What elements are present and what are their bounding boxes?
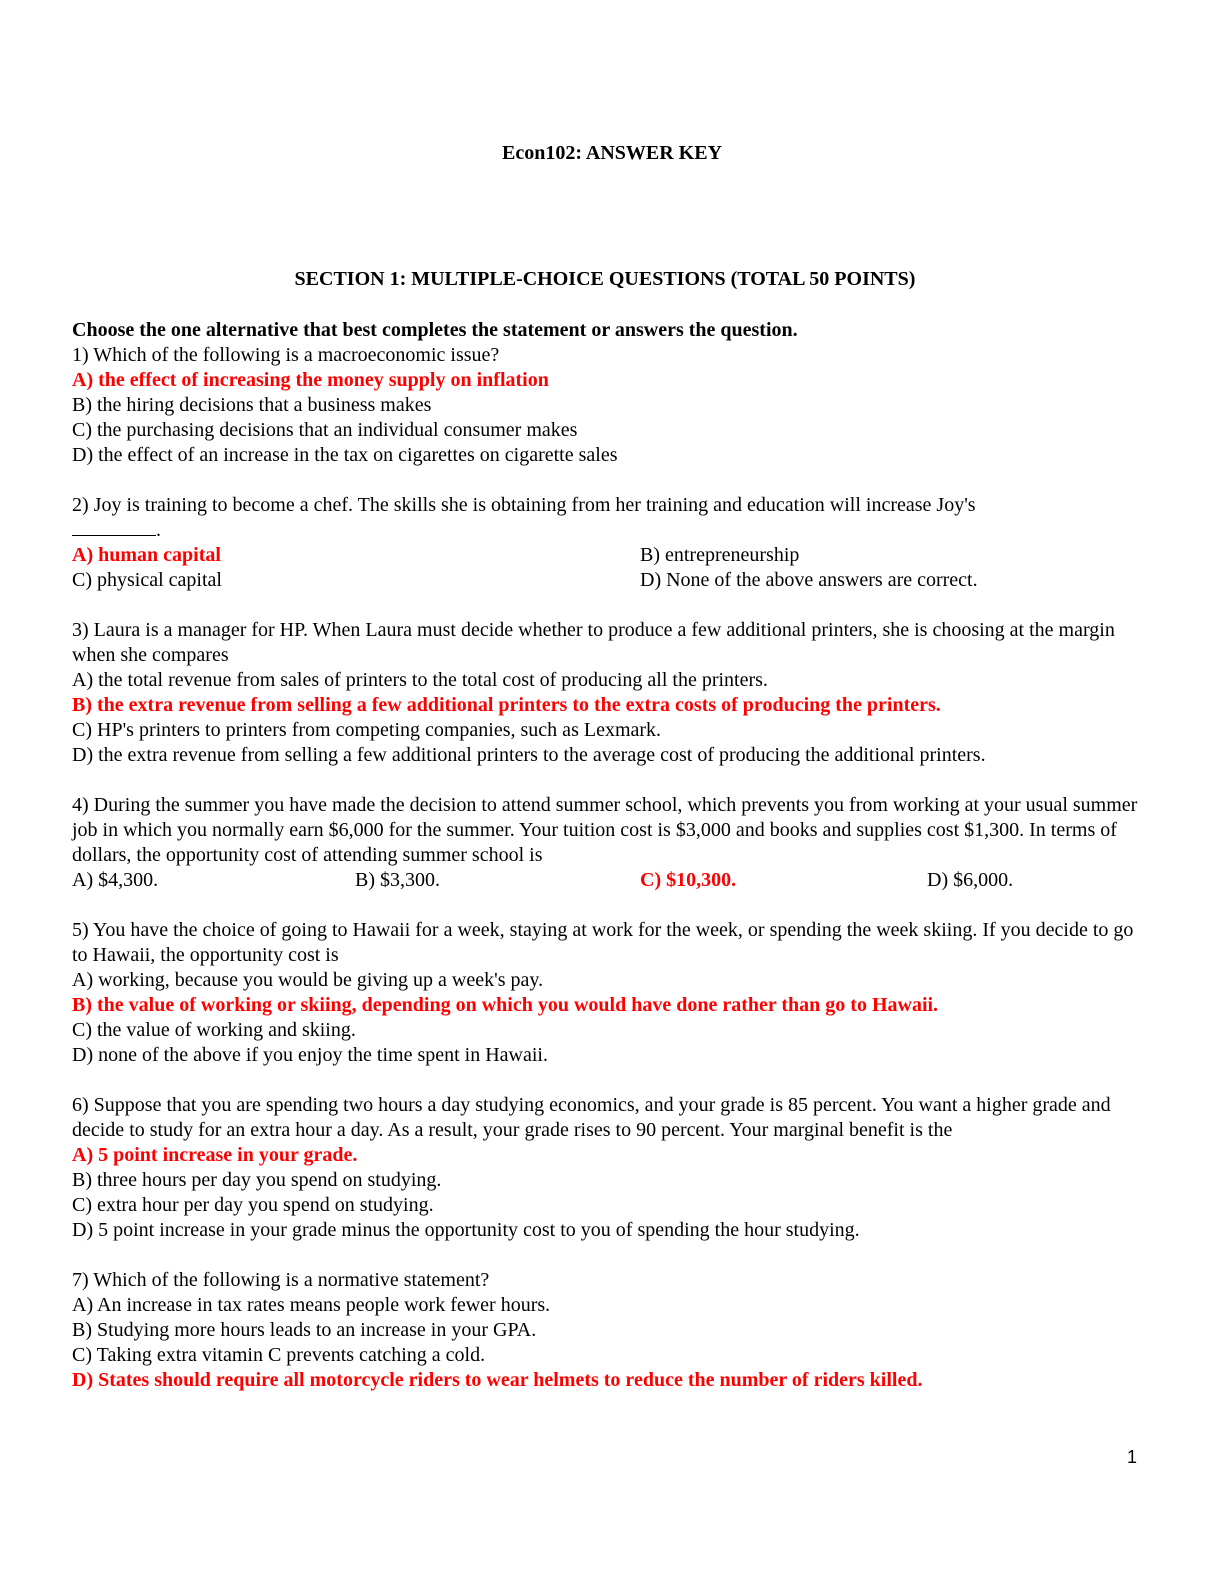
question-4-option-d: D) $6,000. [927,869,1014,891]
question-7-stem: 7) Which of the following is a normative statement? [72,1269,490,1291]
question-4-option-a: A) $4,300. [72,869,159,891]
question-6-option-c: C) extra hour per day you spend on studying. [72,1194,434,1216]
question-5-option-d: D) none of the above if you enjoy the time spent in Hawaii. [72,1044,548,1066]
question-4-stem: 4) During the summer you have made the decision to attend summer school, which prevents you from working at your usual summer job in which you normally earn $6,000 for the summer. Your tuition cost is $3,000 and books and supplies cost $1,300. In terms of dollars, the opportunity cost of attending summer school is [72,794,1138,866]
page-title: Econ102: ANSWER KEY [501,142,723,164]
question-1-option-b: B) the hiring decisions that a business makes [72,394,432,416]
question-2-option-d: D) None of the above answers are correct. [640,569,978,591]
question-5-option-b: B) the value of working or skiing, depending on which you would have done rather than go to Hawaii. [72,994,939,1016]
question-7 [72,1268,1152,1393]
question-4-option-b: B) $3,300. [355,869,440,891]
question-3-stem: 3) Laura is a manager for HP. When Laura must decide whether to produce a few additional printers, she is choosing at the margin when she compares [72,619,1115,666]
question-2-option-a: A) human capital [72,544,221,566]
question-3 [72,618,1152,768]
question-3-option-d: D) the extra revenue from selling a few additional printers to the average cost of producing the additional printers. [72,744,986,766]
question-1-option-a: A) the effect of increasing the money supply on inflation [72,369,549,391]
page-number: 1 [1127,1447,1138,1467]
question-6-option-a: A) 5 point increase in your grade. [72,1144,358,1166]
question-5-option-a: A) working, because you would be giving up a week's pay. [72,969,544,991]
question-5-stem: 5) You have the choice of going to Hawaii for a week, staying at work for the week, or spending the week skiing. If you decide to go to Hawaii, the opportunity cost is [72,919,1134,966]
question-3-option-c: C) HP's printers to printers from competing companies, such as Lexmark. [72,719,662,741]
question-5 [72,918,1152,1068]
question-7-option-b: B) Studying more hours leads to an increase in your GPA. [72,1319,537,1341]
question-6 [72,1093,1152,1243]
question-7-option-a: A) An increase in tax rates means people work fewer hours. [72,1294,551,1316]
question-1-stem: 1) Which of the following is a macroeconomic issue? [72,344,500,366]
questions-body [72,318,1152,1393]
question-5-option-c: C) the value of working and skiing. [72,1019,356,1041]
question-2-option-b: B) entrepreneurship [640,544,800,566]
question-6-option-d: D) 5 point increase in your grade minus the opportunity cost to you of spending the hour studying. [72,1219,860,1241]
question-7-option-d: D) States should require all motorcycle riders to wear helmets to reduce the number of riders killed. [72,1369,923,1391]
question-7-option-c: C) Taking extra vitamin C prevents catching a cold. [72,1344,486,1366]
question-4-option-c: C) $10,300. [640,869,737,891]
section-heading: SECTION 1: MULTIPLE-CHOICE QUESTIONS (TOTAL 50 POINTS) [294,268,916,290]
question-4 [72,793,1152,893]
question-1 [72,343,1152,468]
instructions: Choose the one alternative that best completes the statement or answers the question. [72,319,798,341]
question-2-blank-line: . [72,518,1152,543]
question-3-option-b: B) the extra revenue from selling a few additional printers to the extra costs of producing the printers. [72,694,941,716]
question-1-option-d: D) the effect of an increase in the tax on cigarettes on cigarette sales [72,444,618,466]
question-6-stem: 6) Suppose that you are spending two hours a day studying economics, and your grade is 85 percent. You want a higher grade and decide to study for an extra hour a day. As a result, your grade rises to 90 percent. Your marginal benefit is the [72,1094,1111,1141]
question-6-option-b: B) three hours per day you spend on studying. [72,1169,442,1191]
question-3-option-a: A) the total revenue from sales of printers to the total cost of producing all the printers. [72,669,768,691]
question-2-stem: 2) Joy is training to become a chef. The skills she is obtaining from her training and education will increase Joy's [72,494,976,516]
question-2-option-c: C) physical capital [72,569,222,591]
question-2 [72,493,1152,593]
question-1-option-c: C) the purchasing decisions that an individual consumer makes [72,419,578,441]
